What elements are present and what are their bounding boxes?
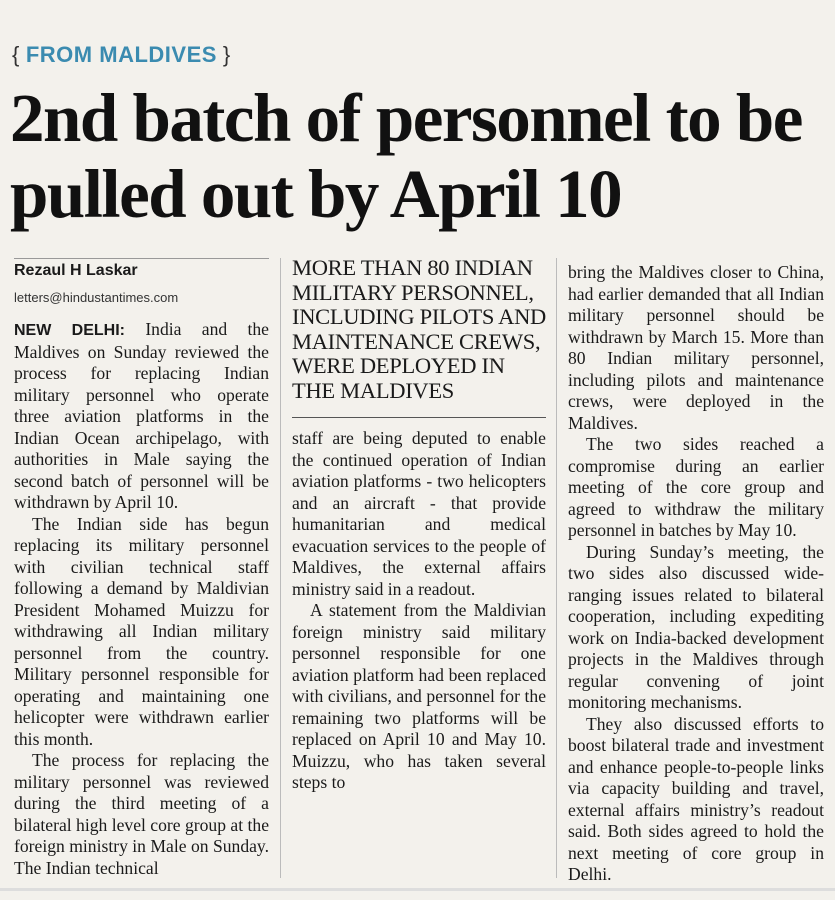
pull-quote: MORE THAN 80 INDIAN MILITARY PERSONNEL, INCLUDING PILOTS AND MAINTENANCE CREWS, WERE DEPLOYED IN THE MALDIVES	[292, 256, 546, 418]
article-paragraph: They also discussed efforts to boost bilateral trade and investment and enhance people-to-people links via capacity building and travel, external affairs ministry’s readout said. Both sides agreed to hold the next meeting of core group in Delhi.	[568, 713, 824, 884]
paragraph-text: India and the Maldives on Sunday reviewed the process for replacing Indian military personnel who operate three aviation platforms in the Indian Ocean archipelago, with authorities in Male saying the second batch of personnel will be withdrawn by April 10.	[14, 319, 269, 512]
article-column-1	[14, 258, 269, 879]
bottom-border	[0, 888, 835, 891]
article-column-3	[568, 262, 824, 886]
article-paragraph: staff are being deputed to enable the continued operation of Indian aviation platforms - two helicopters and an aircraft - that provide humanitarian and medical evacuation services to the people of Maldives, the external affairs ministry said in a readout.	[292, 428, 546, 599]
article-column-2	[292, 255, 546, 794]
article-paragraph: A statement from the Maldivian foreign ministry said military personnel responsible for one aviation platform had been replaced with civilians, and personnel for the remaining two platforms will be replaced on April 10 and May 10. Muizzu, who has taken several steps to	[292, 600, 546, 792]
article-paragraph: The process for replacing the military personnel was reviewed during the third meeting of a bilateral high level core group at the foreign ministry in Male on Sunday. The Indian technical	[14, 750, 270, 878]
article-paragraph: bring the Maldives closer to China, had earlier demanded that all Indian military personnel should be withdrawn by March 15. More than 80 Indian military personnel, including pilots and maintenance crews, were deployed in the Maldives.	[568, 262, 824, 433]
article-paragraph: The Indian side has begun replacing its military personnel with civilian technical staff following a demand by Maldivian President Mohamed Muizzu for withdrawing all Indian military personnel from the country. Military personnel responsible for operating and maintaining one helicopter were withdrawn earlier this month.	[14, 513, 269, 749]
article-paragraph: During Sunday’s meeting, the two sides also discussed wide-ranging issues related to bilateral cooperation, including expediting work on India-backed development projects in the Maldives through regular convening of joint monitoring mechanisms.	[568, 541, 824, 712]
kicker-close-brace: }	[222, 42, 231, 67]
author-byline: Rezaul H Laskar	[14, 258, 269, 281]
column-divider	[280, 258, 281, 878]
column-divider	[556, 258, 557, 878]
author-email: letters@hindustantimes.com	[14, 290, 179, 305]
kicker-open-brace: {	[12, 42, 20, 67]
dateline: NEW DELHI:	[14, 322, 126, 339]
article-paragraph	[14, 319, 269, 514]
article-paragraph: The two sides reached a compromise during an earlier meeting of the core group and agreed to withdraw the military personnel in batches by May 10.	[568, 434, 824, 540]
kicker-text: FROM MALDIVES	[25, 42, 217, 67]
headline: 2nd batch of personnel to be pulled out by April 10	[10, 80, 802, 232]
section-kicker	[12, 42, 231, 68]
